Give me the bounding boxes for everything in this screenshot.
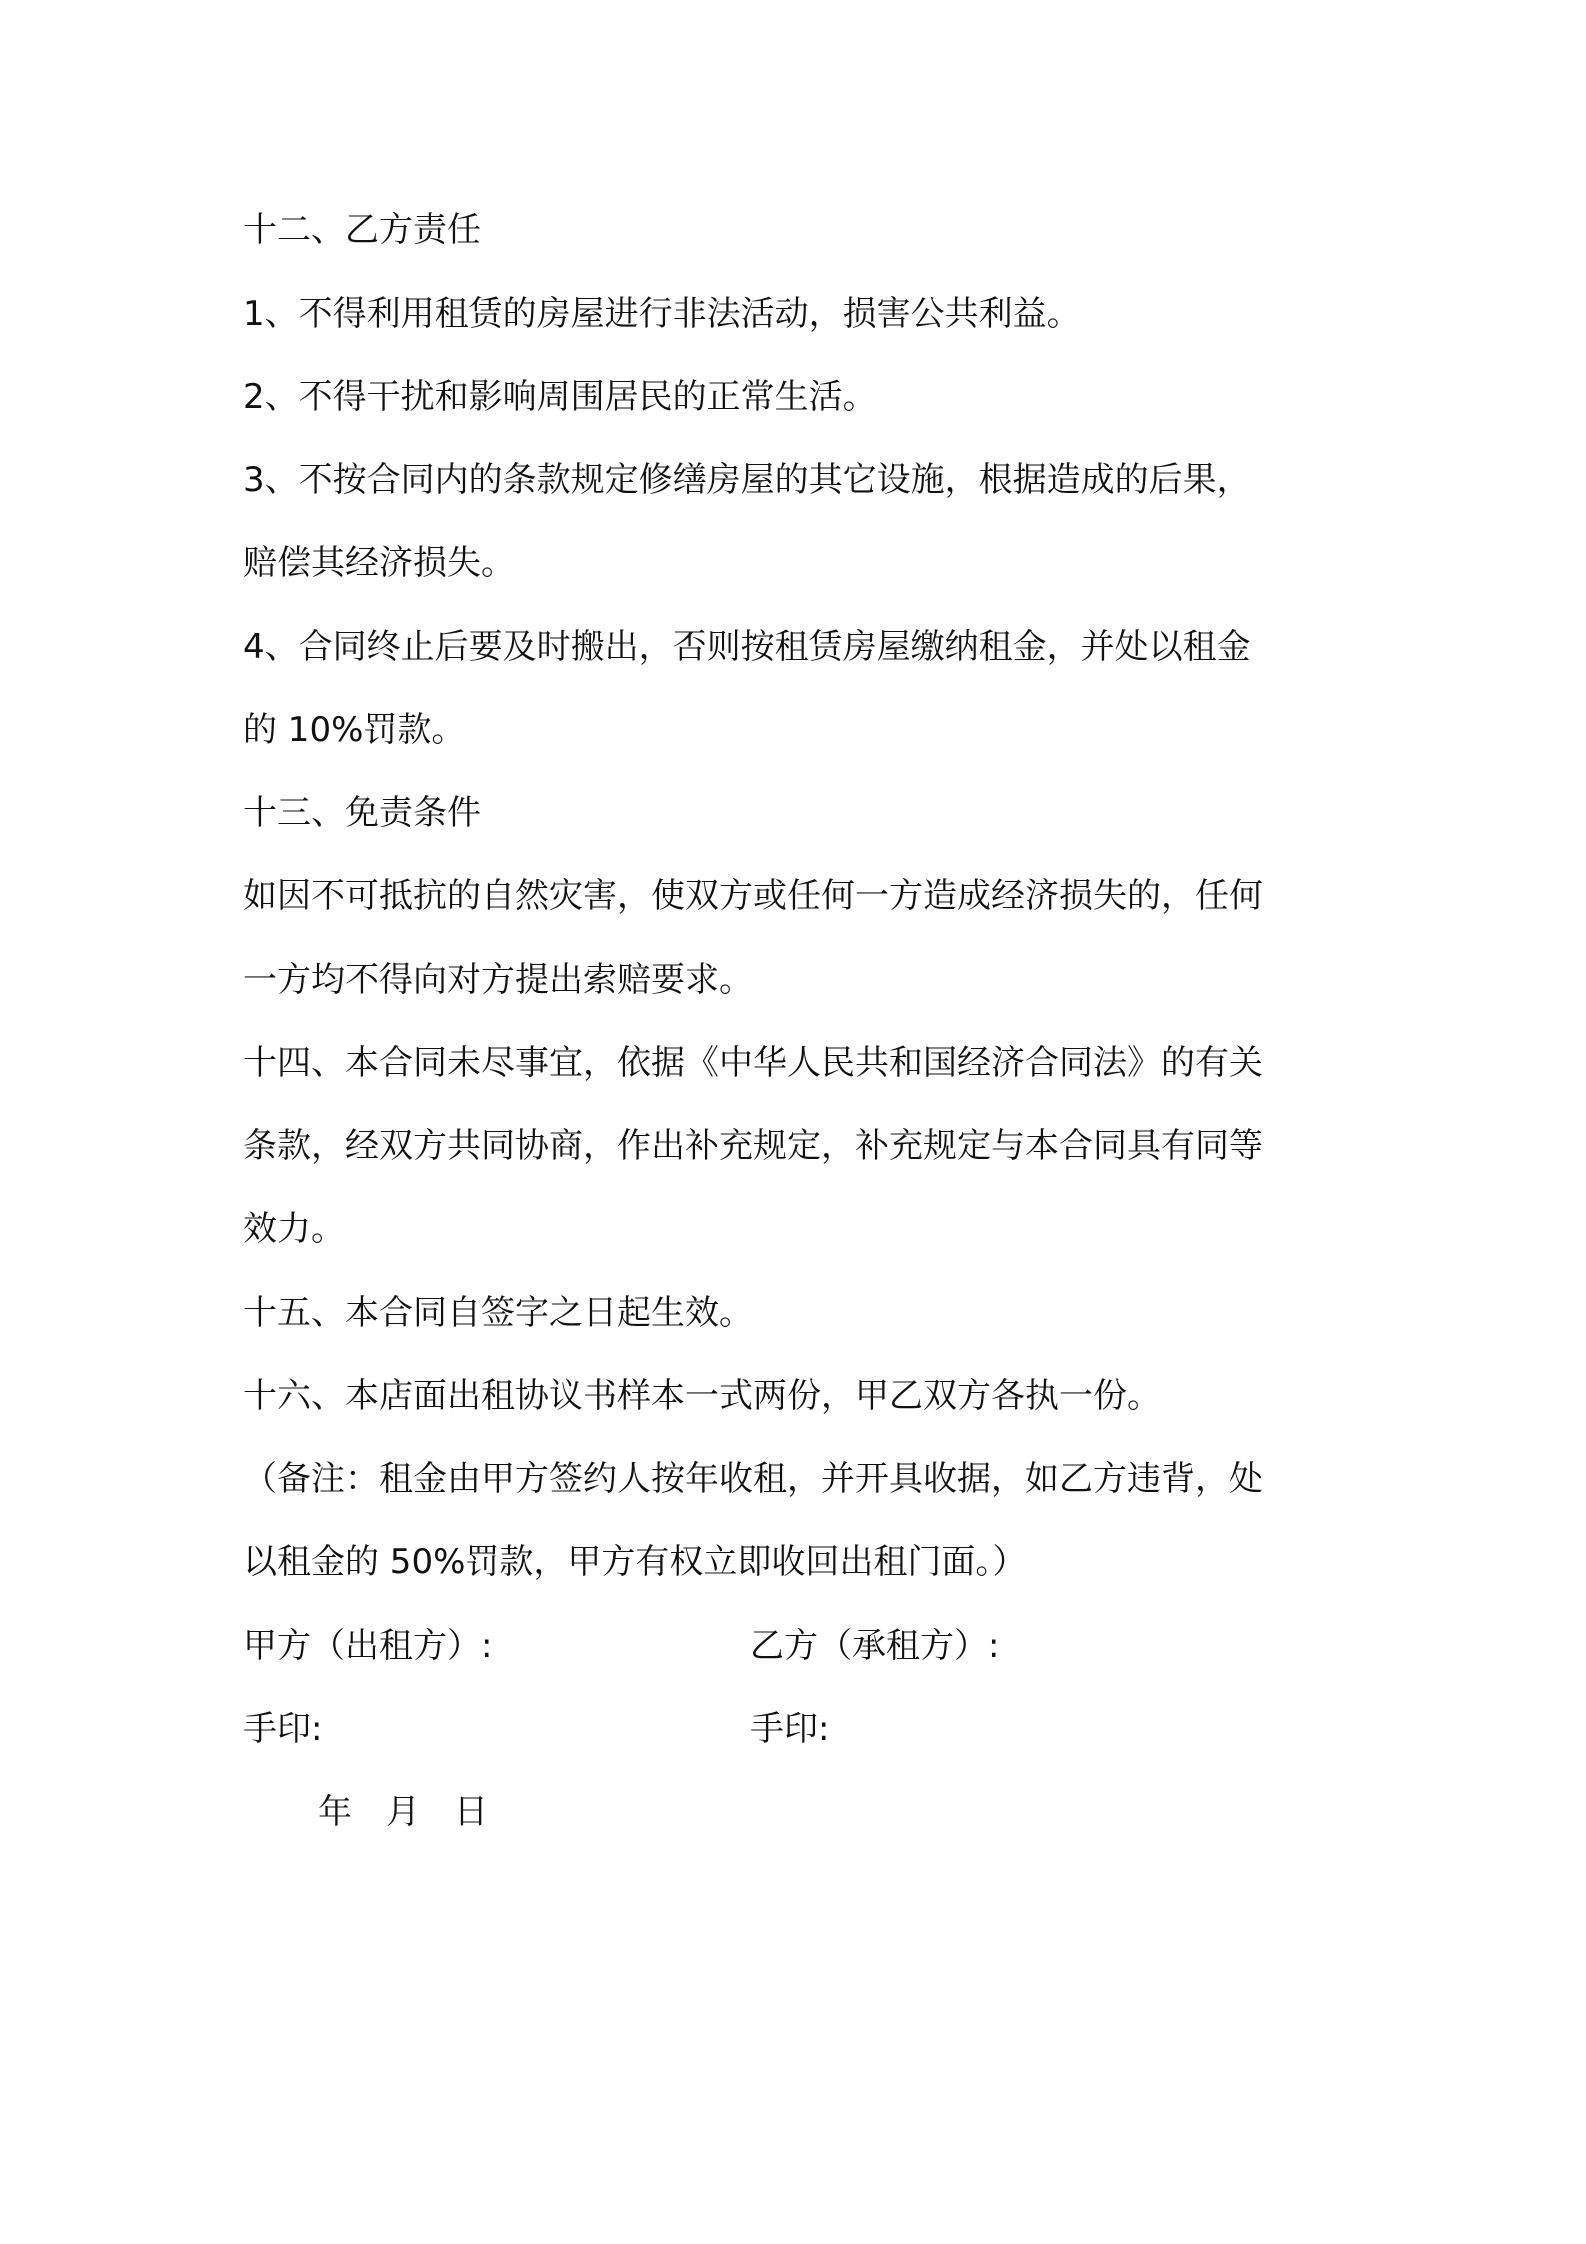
note-line-1: （备注：租金由甲方签约人按年收租，并开具收据，如乙方违背，处 — [243, 1459, 1263, 1499]
date-line: 年 月 日 — [318, 1792, 488, 1832]
section-16: 十六、本店面出租协议书样本一式两份，甲乙双方各执一份。 — [243, 1376, 1161, 1416]
party-a-label: 甲方（出租方）: — [243, 1626, 493, 1666]
clause-item-4-line-1: 4、合同终止后要及时搬出，否则按租赁房屋缴纳租金，并处以租金 — [243, 627, 1251, 667]
section-12-heading: 十二、乙方责任 — [243, 210, 481, 250]
section-14-line-3: 效力。 — [243, 1209, 345, 1249]
clause-item-2: 2、不得干扰和影响周围居民的正常生活。 — [243, 377, 877, 417]
clause-item-3-line-2: 赔偿其经济损失。 — [243, 543, 515, 583]
party-b-seal: 手印: — [750, 1709, 830, 1749]
section-14-line-1: 十四、本合同未尽事宜，依据《中华人民共和国经济合同法》的有关 — [243, 1043, 1263, 1083]
clause-item-3-line-1: 3、不按合同内的条款规定修缮房屋的其它设施，根据造成的后果， — [243, 460, 1251, 500]
clause-item-1: 1、不得利用租赁的房屋进行非法活动，损害公共利益。 — [243, 294, 1081, 334]
clause-item-4-line-2: 的 10%罚款。 — [243, 710, 466, 750]
party-a-seal: 手印: — [243, 1709, 323, 1749]
note-line-2: 以租金的 50%罚款，甲方有权立即收回出租门面。） — [243, 1542, 1027, 1582]
section-13-text-line-1: 如因不可抵抗的自然灾害，使双方或任何一方造成经济损失的，任何 — [243, 876, 1263, 916]
section-15: 十五、本合同自签字之日起生效。 — [243, 1293, 753, 1333]
section-13-heading: 十三、免责条件 — [243, 793, 481, 833]
section-13-text-line-2: 一方均不得向对方提出索赔要求。 — [243, 960, 753, 1000]
party-b-label: 乙方（承租方）: — [750, 1626, 1000, 1666]
section-14-line-2: 条款，经双方共同协商，作出补充规定，补充规定与本合同具有同等 — [243, 1126, 1263, 1166]
